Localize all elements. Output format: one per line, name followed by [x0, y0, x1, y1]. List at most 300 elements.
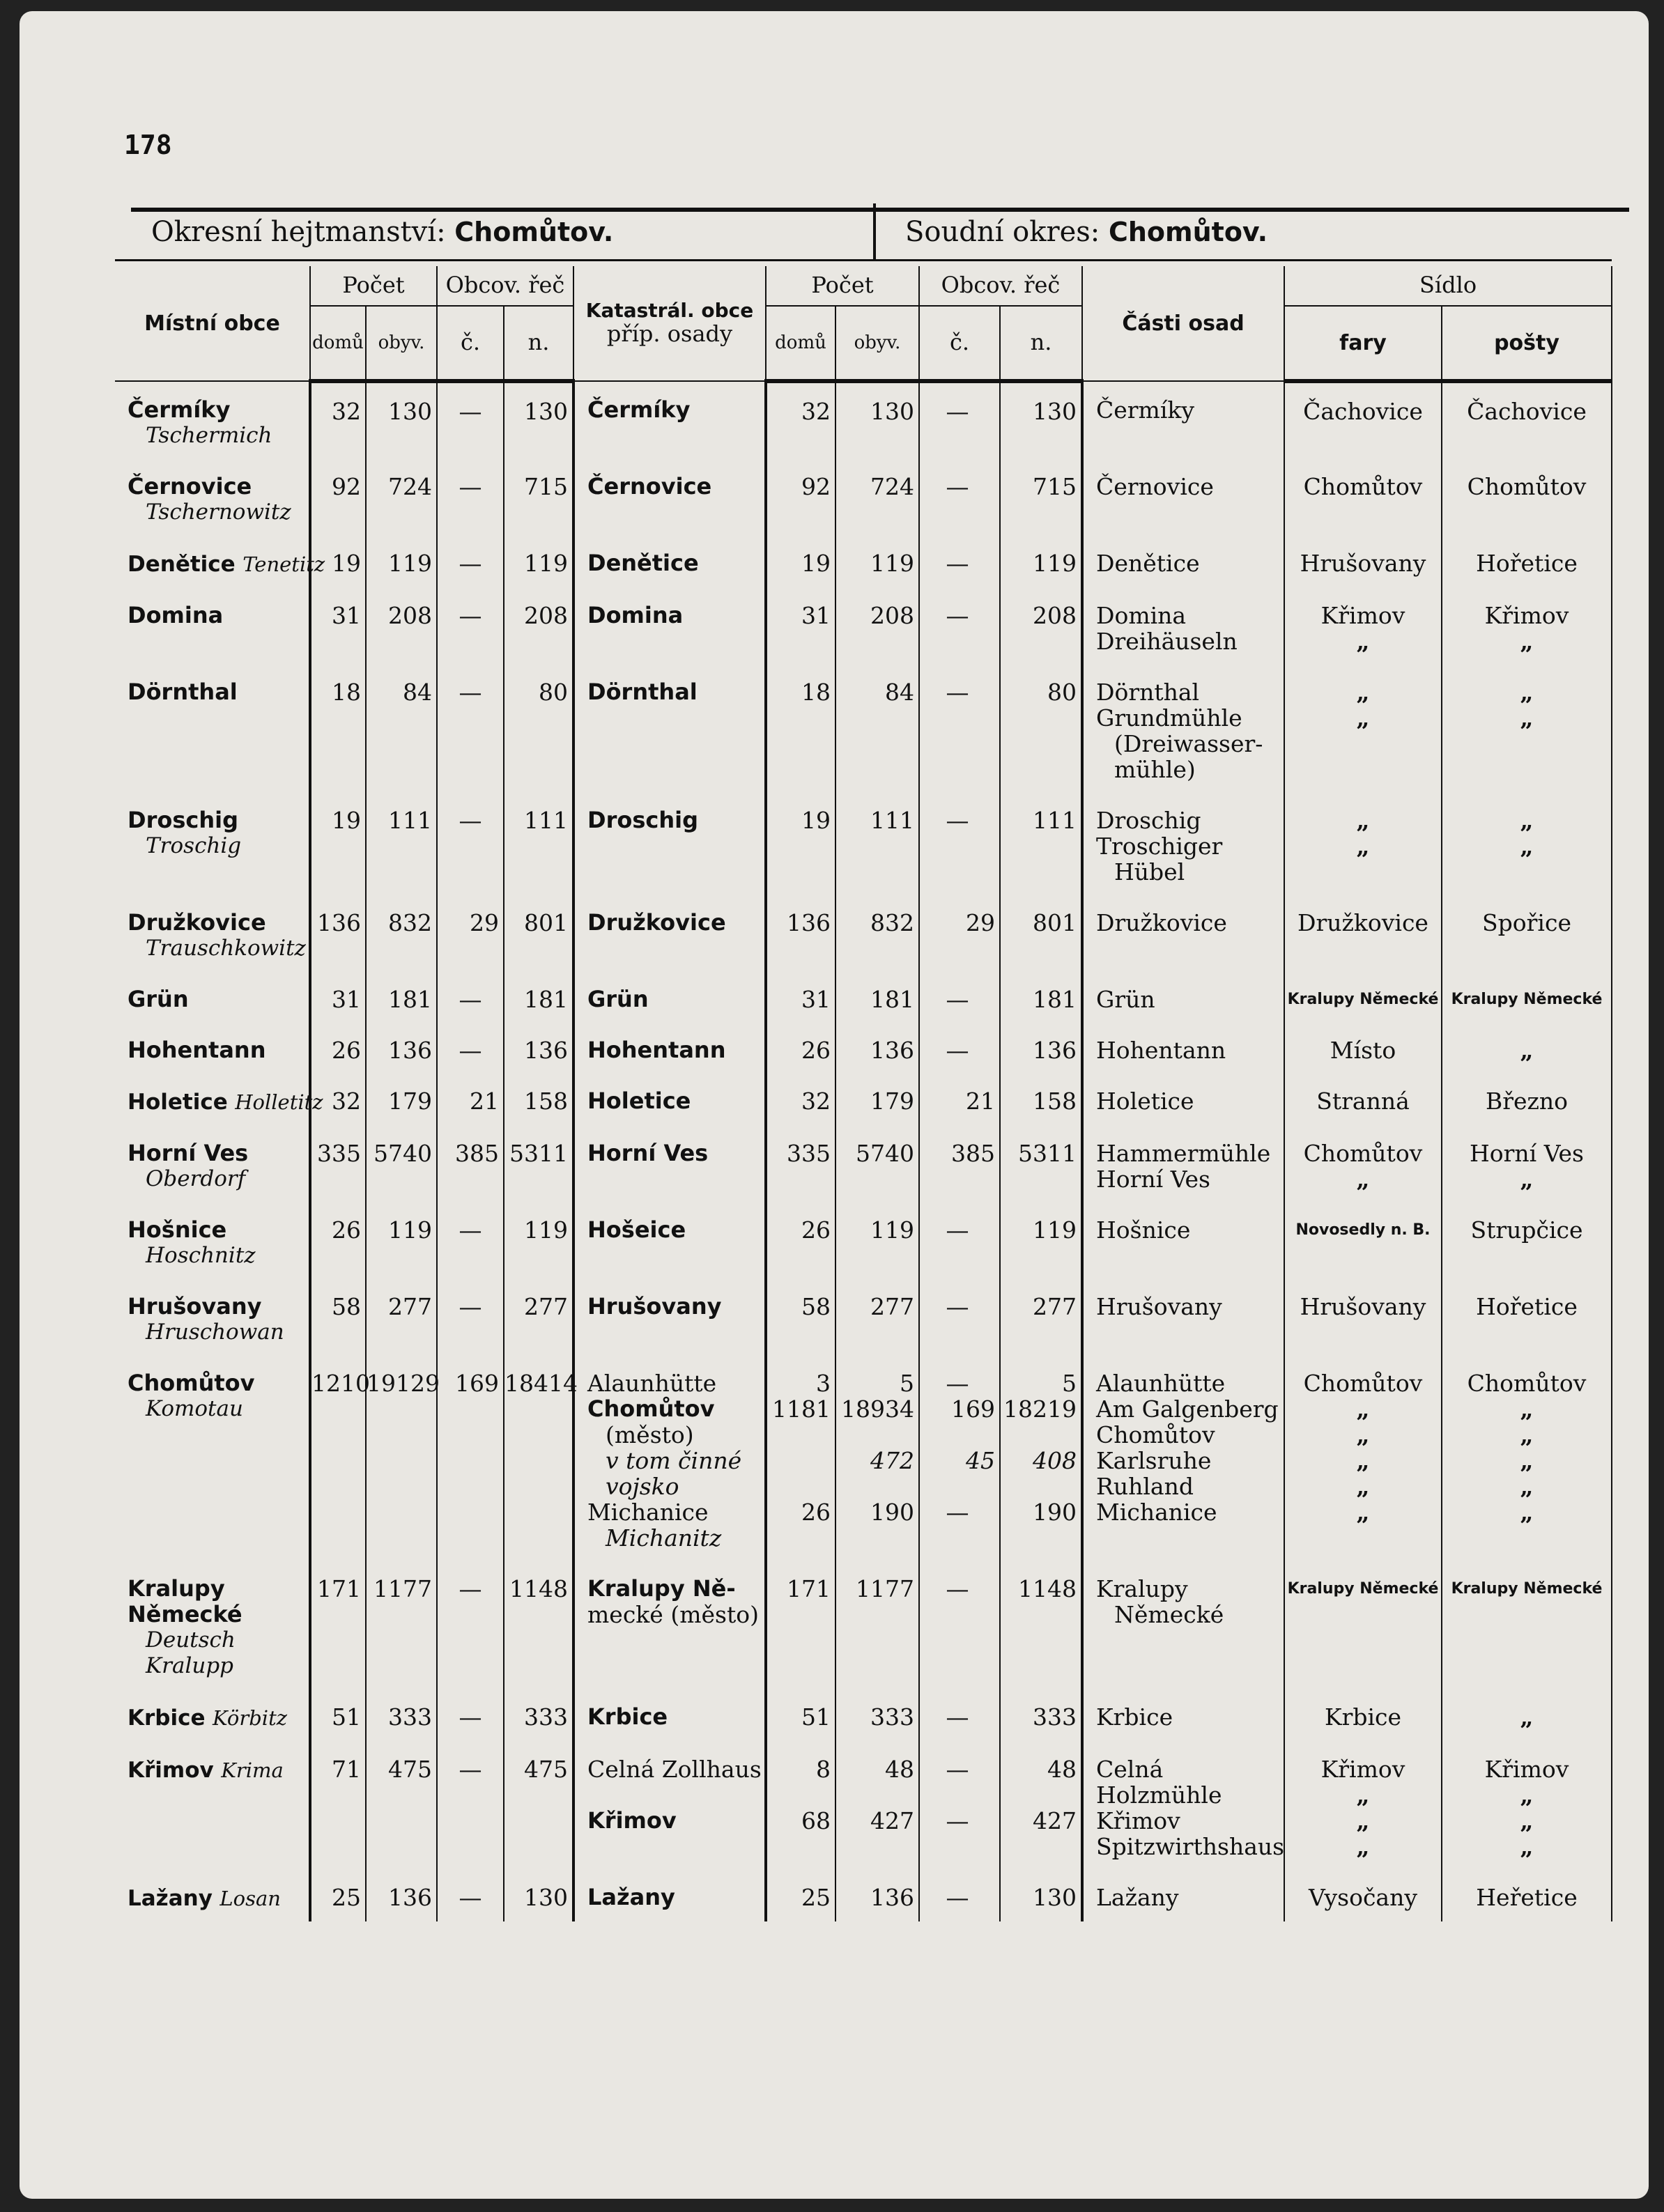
cell-posty-item: „ [1520, 1166, 1534, 1193]
cell-n-2-value: 130 [1033, 398, 1077, 425]
cell-n-2 [1000, 1355, 1082, 1561]
cell-casti [1082, 587, 1284, 664]
table-row [115, 971, 1612, 1022]
cell-c: — [437, 381, 504, 458]
cell-c: — [437, 1202, 504, 1278]
cell-fary-item: „ [1356, 628, 1370, 655]
cell-casti-item: Troschiger [1096, 833, 1223, 860]
cell-n-2 [1000, 1022, 1082, 1073]
cell-c: — [437, 971, 504, 1022]
col-obcov-rec: Obcov. řeč [437, 266, 573, 306]
cell-domu-2-value: 335 [787, 1140, 831, 1167]
cell-fary-item: Hrušovany [1300, 550, 1426, 577]
cell-obec [115, 381, 310, 458]
obec-name: Chomůtov [128, 1370, 255, 1396]
cell-obyv-2 [835, 971, 919, 1022]
cell-n-2 [1000, 1561, 1082, 1689]
obec-name: Droschig [128, 807, 238, 833]
table-row [115, 1202, 1612, 1278]
cell-c: — [437, 1689, 504, 1741]
cell-obyv-2 [835, 1741, 919, 1869]
court-value: Chomůtov. [1108, 217, 1268, 247]
cell-posty-item: Kralupy Německé [1451, 1580, 1603, 1598]
cell-domu-2 [766, 1125, 835, 1202]
cell-posty [1442, 535, 1612, 587]
cell-n-2-value: 277 [1033, 1293, 1077, 1320]
cell-posty-item: „ [1520, 1473, 1534, 1500]
cell-n: 801 [504, 895, 573, 971]
cell-casti-item: Celná [1096, 1756, 1164, 1783]
cell-obyv-2-value: 136 [870, 1884, 914, 1911]
cell-n-2-value: 181 [1033, 986, 1077, 1013]
cell-posty [1442, 664, 1612, 792]
cell-n-2-value: 427 [1033, 1807, 1077, 1834]
cell-obyv-2-value: 136 [870, 1037, 914, 1064]
cell-katastr [573, 792, 766, 895]
cell-domu-2 [766, 535, 835, 587]
cell-domu-2 [766, 1355, 835, 1561]
cell-fary-item: „ [1356, 1421, 1370, 1448]
cell-obyv-2 [835, 1022, 919, 1073]
cell-domu: 32 [310, 381, 366, 458]
cell-casti-item: Německé [1114, 1601, 1224, 1628]
cell-fary-item: Stranná [1316, 1088, 1410, 1115]
cell-domu-2 [766, 1022, 835, 1073]
obec-german-name: Deutsch Kralupp [146, 1627, 236, 1678]
cell-domu: 19 [310, 535, 366, 587]
cell-fary-item: Křimov [1320, 602, 1405, 629]
obec-german-name: Trauschkowitz [146, 936, 306, 961]
cell-casti-item: Hohentann [1096, 1037, 1226, 1064]
cell-domu-2-value: 31 [801, 986, 831, 1013]
cell-casti-item: Spitzwirthshaus [1096, 1833, 1285, 1860]
cell-casti-item: Krbice [1096, 1703, 1173, 1731]
cell-fary-item: „ [1356, 679, 1370, 706]
cell-casti [1082, 1125, 1284, 1202]
cell-katastr [573, 1125, 766, 1202]
cell-n-2-value: 18219 [1003, 1395, 1077, 1423]
cell-c-2-value: — [946, 1499, 969, 1526]
cell-c-2-value: — [946, 1575, 969, 1602]
cell-domu-2 [766, 381, 835, 458]
cell-obyv: 1177 [366, 1561, 437, 1689]
cell-casti-item: Chomůtov [1096, 1421, 1215, 1448]
cell-obyv-2-value: 5740 [856, 1140, 914, 1167]
cell-katastr [573, 1022, 766, 1073]
cell-domu-2-value: 92 [801, 473, 831, 500]
cell-fary [1284, 1202, 1442, 1278]
cell-posty-item: „ [1520, 1781, 1534, 1809]
cell-c-2-value: — [946, 1756, 969, 1783]
cell-posty [1442, 895, 1612, 971]
cell-posty-item: Křimov [1484, 1756, 1569, 1783]
cell-domu: 31 [310, 587, 366, 664]
cell-n-2-value: 130 [1033, 1884, 1077, 1911]
table-row [115, 1022, 1612, 1073]
katastr-line: Grün [587, 986, 649, 1012]
cell-casti-item: Hrušovany [1096, 1293, 1222, 1320]
table-row [115, 1869, 1612, 1921]
cell-casti-item: (Dreiwasser- [1114, 730, 1263, 757]
cell-obec [115, 1278, 310, 1355]
cell-n-2 [1000, 895, 1082, 971]
obec-name: Hrušovany [128, 1293, 262, 1320]
cell-casti-item: Lažany [1096, 1884, 1179, 1911]
cell-n-2-value: 136 [1033, 1037, 1077, 1064]
cell-n-2 [1000, 587, 1082, 664]
col-c: č. [437, 306, 504, 381]
cell-obyv-2-value: 208 [870, 602, 914, 629]
cell-n-2-value: 208 [1033, 602, 1077, 629]
cell-posty-item: „ [1520, 1447, 1534, 1474]
district-value: Chomůtov. [454, 217, 614, 247]
cell-c-2-value: — [946, 1703, 969, 1731]
cell-domu-2-value: 68 [801, 1807, 831, 1834]
cell-c-2 [919, 1869, 1000, 1921]
cell-casti [1082, 1073, 1284, 1125]
col-domu: domů [310, 306, 366, 381]
cell-fary-item: Chomůtov [1303, 473, 1423, 500]
katastr-line: Dörnthal [587, 679, 698, 705]
cell-fary [1284, 1355, 1442, 1561]
cell-obyv-2-value: 472 [870, 1447, 914, 1474]
cell-fary [1284, 1073, 1442, 1125]
cell-fary-item: Křimov [1320, 1756, 1405, 1783]
cell-domu-2-value: 18 [801, 679, 831, 706]
cell-domu: 51 [310, 1689, 366, 1741]
cell-c-2-value [920, 1782, 995, 1808]
cell-fary-item: „ [1356, 807, 1370, 834]
cell-domu: 171 [310, 1561, 366, 1689]
cell-fary-item: Družkovice [1297, 909, 1428, 936]
cell-casti [1082, 1561, 1284, 1689]
cell-katastr [573, 971, 766, 1022]
cell-n-2 [1000, 381, 1082, 458]
cell-obyv-2-value: 119 [870, 550, 914, 577]
cell-domu-2-value: 19 [801, 807, 831, 834]
cell-domu-2-value: 32 [801, 1088, 831, 1115]
cell-katastr [573, 1689, 766, 1741]
cell-n: 119 [504, 1202, 573, 1278]
page-number: 178 [124, 130, 172, 160]
cell-posty [1442, 1278, 1612, 1355]
cell-posty-item: „ [1520, 1703, 1534, 1731]
cell-n: 18414 [504, 1355, 573, 1561]
cell-fary-item: „ [1356, 1473, 1370, 1500]
obec-name: Krbice Körbitz [128, 1706, 288, 1731]
obec-name: Holetice Holletitz [128, 1090, 323, 1115]
cell-c-2-value: — [946, 550, 969, 577]
cell-posty-item: „ [1520, 1421, 1534, 1448]
cell-casti [1082, 971, 1284, 1022]
col-fary: fary [1284, 306, 1442, 381]
cell-obyv-2 [835, 792, 919, 895]
cell-obyv-2-value [836, 1474, 914, 1499]
district-header-left [115, 203, 876, 259]
cell-c: — [437, 1022, 504, 1073]
cell-posty-item: Kralupy Německé [1451, 991, 1603, 1008]
cell-n-2-value [1001, 1474, 1077, 1499]
cell-fary [1284, 895, 1442, 971]
table-row [115, 1689, 1612, 1741]
col-obcov-rec-2: Obcov. řeč [919, 266, 1082, 306]
cell-n: 475 [504, 1741, 573, 1869]
cell-obec [115, 1022, 310, 1073]
cell-n-2-value: 190 [1033, 1499, 1077, 1526]
cell-fary-item: „ [1356, 1499, 1370, 1526]
cell-n-2-value: 5311 [1018, 1140, 1077, 1167]
cell-casti [1082, 1355, 1284, 1561]
cell-posty-item: „ [1520, 704, 1534, 732]
cell-katastr [573, 381, 766, 458]
katastr-line: Michanice [587, 1499, 709, 1526]
cell-posty [1442, 1073, 1612, 1125]
cell-obyv: 136 [366, 1869, 437, 1921]
cell-obec [115, 971, 310, 1022]
table-row [115, 1561, 1612, 1689]
cell-n-2 [1000, 1741, 1082, 1869]
district-label: Okresní hejtmanství: [151, 216, 446, 248]
cell-obyv: 136 [366, 1022, 437, 1073]
cell-casti-item: Čermíky [1096, 396, 1195, 424]
cell-fary-item: „ [1356, 704, 1370, 732]
cell-casti [1082, 1741, 1284, 1869]
district-header [115, 203, 1612, 261]
obec-name: Hošnice [128, 1216, 227, 1243]
cell-casti [1082, 535, 1284, 587]
cell-posty-item: „ [1520, 1833, 1534, 1860]
katastr-line: Krbice [587, 1703, 668, 1730]
cell-domu-2 [766, 587, 835, 664]
cell-obec [115, 535, 325, 587]
cell-fary [1284, 792, 1442, 895]
cell-domu-2-value: 1181 [772, 1395, 831, 1423]
cell-obyv: 84 [366, 664, 437, 792]
col-pocet: Počet [310, 266, 437, 306]
cell-domu-2 [766, 458, 835, 535]
cell-casti-item: Dörnthal [1096, 679, 1200, 706]
cell-n-2-value: 5 [1062, 1370, 1077, 1397]
cell-c-2 [919, 535, 1000, 587]
cell-c-2 [919, 381, 1000, 458]
col-sidlo: Sídlo [1284, 266, 1612, 306]
cell-casti [1082, 1689, 1284, 1741]
obec-name: Horní Ves [128, 1140, 249, 1166]
katastr-line: Horní Ves [587, 1140, 709, 1166]
obec-german-name: Troschig [146, 833, 242, 858]
cell-c-2-value: — [946, 602, 969, 629]
cell-domu-2 [766, 792, 835, 895]
cell-casti-item: Křimov [1096, 1807, 1180, 1834]
cell-n: 181 [504, 971, 573, 1022]
cell-obyv-2 [835, 535, 919, 587]
cell-casti-item: Družkovice [1096, 909, 1227, 936]
municipality-table [115, 266, 1612, 1921]
cell-katastr [573, 895, 766, 971]
cell-c: 29 [437, 895, 504, 971]
katastr-line: Domina [587, 602, 684, 628]
cell-casti-item: Karlsruhe [1096, 1447, 1212, 1474]
cell-c-2 [919, 971, 1000, 1022]
cell-casti-item: Dreihäuseln [1096, 628, 1238, 655]
cell-fary [1284, 458, 1442, 535]
cell-c: — [437, 664, 504, 792]
cell-c: — [437, 1561, 504, 1689]
court-label: Soudní okres: [905, 216, 1100, 248]
cell-c-2-value: — [946, 807, 969, 834]
katastr-line: v tom činné [606, 1447, 742, 1474]
col-mistni-obce: Místní obce [115, 266, 310, 381]
cell-c: — [437, 1278, 504, 1355]
col-katastr [573, 266, 766, 381]
cell-casti-item: Michanice [1096, 1499, 1217, 1526]
cell-domu: 32 [310, 1073, 366, 1125]
katastr-line: Hohentann [587, 1037, 726, 1063]
cell-casti [1082, 895, 1284, 971]
cell-c: 169 [437, 1355, 504, 1561]
cell-c: 385 [437, 1125, 504, 1202]
cell-posty-item: „ [1520, 679, 1534, 706]
cell-c: 21 [437, 1073, 504, 1125]
cell-obyv-2-value: 5 [900, 1370, 914, 1397]
cell-fary [1284, 535, 1442, 587]
cell-posty [1442, 1561, 1612, 1689]
cell-n-2 [1000, 1278, 1082, 1355]
cell-obyv-2 [835, 895, 919, 971]
cell-c-2-value: 29 [966, 909, 995, 936]
cell-c-2-value: — [946, 1293, 969, 1320]
cell-obyv: 119 [366, 535, 437, 587]
obec-name: Černovice [128, 473, 252, 500]
cell-domu: 19 [310, 792, 366, 895]
cell-obyv-2-value: 190 [870, 1499, 914, 1526]
cell-n-2 [1000, 1869, 1082, 1921]
cell-casti-item: Domina [1096, 602, 1187, 629]
cell-c-2 [919, 1355, 1000, 1561]
cell-c-2 [919, 1202, 1000, 1278]
cell-n-2-value: 119 [1033, 550, 1077, 577]
cell-fary [1284, 1689, 1442, 1741]
cell-n-2 [1000, 1073, 1082, 1125]
cell-obyv: 832 [366, 895, 437, 971]
cell-obec [115, 1869, 310, 1921]
cell-obyv: 475 [366, 1741, 437, 1869]
cell-casti-item: Hošnice [1096, 1216, 1191, 1244]
cell-posty-item: Křimov [1484, 602, 1569, 629]
table-row [115, 1073, 1612, 1125]
cell-n: 119 [504, 535, 573, 587]
katastr-line: Holetice [587, 1088, 691, 1114]
cell-c-2-value: — [946, 986, 969, 1013]
cell-n: 111 [504, 792, 573, 895]
cell-obyv: 5740 [366, 1125, 437, 1202]
cell-domu-2-value: 136 [787, 909, 831, 936]
cell-posty-item: Čachovice [1467, 398, 1587, 425]
cell-obyv: 111 [366, 792, 437, 895]
katastr-line: Hrušovany [587, 1293, 722, 1320]
col-c-2: č. [919, 306, 1000, 381]
cell-katastr [573, 587, 766, 664]
table-row [115, 895, 1612, 971]
cell-posty-item: „ [1520, 1395, 1534, 1423]
katastr-line: Kralupy Ně- [587, 1575, 736, 1602]
cell-fary [1284, 1741, 1442, 1869]
obec-german-name: Hruschowan [146, 1320, 284, 1345]
obec-name: Denětice Tenetitz [128, 552, 325, 577]
table-row [115, 1355, 1612, 1561]
cell-casti [1082, 792, 1284, 895]
table-row [115, 587, 1612, 664]
katastr-line: vojsko [606, 1473, 679, 1500]
cell-obyv-2-value: 111 [870, 807, 914, 834]
cell-casti-item: Ruhland [1096, 1473, 1194, 1500]
cell-obyv: 130 [366, 381, 437, 458]
cell-obyv: 208 [366, 587, 437, 664]
cell-fary-item: „ [1356, 833, 1370, 860]
cell-c-2-value: — [946, 1216, 969, 1244]
cell-n-2-value: 158 [1033, 1088, 1077, 1115]
cell-posty [1442, 587, 1612, 664]
cell-n-2 [1000, 1689, 1082, 1741]
cell-fary-item: Místo [1330, 1037, 1396, 1064]
cell-posty [1442, 971, 1612, 1022]
table-row [115, 458, 1612, 535]
cell-fary-item: Čachovice [1303, 398, 1423, 425]
cell-obyv-2 [835, 587, 919, 664]
cell-obyv-2-value [836, 1782, 914, 1808]
cell-domu-2-value [767, 1422, 831, 1448]
cell-fary-item: Krbice [1324, 1703, 1402, 1731]
cell-domu-2-value [767, 1448, 831, 1474]
katastr-line: Chomůtov [587, 1395, 715, 1422]
cell-domu-2-value: 3 [816, 1370, 831, 1397]
cell-fary-item: „ [1356, 1166, 1370, 1193]
cell-domu-2-value: 26 [801, 1216, 831, 1244]
obec-german-name: Komotau [146, 1396, 243, 1421]
cell-domu: 25 [310, 1869, 366, 1921]
katastr-line: Křimov [587, 1807, 677, 1834]
cell-obec [115, 1125, 310, 1202]
cell-domu-2-value: 26 [801, 1037, 831, 1064]
cell-n-2 [1000, 971, 1082, 1022]
col-casti-osad: Části osad [1082, 266, 1284, 381]
cell-n-2-value: 1148 [1018, 1575, 1077, 1602]
cell-n-2-value [1001, 1422, 1077, 1448]
cell-c: — [437, 1741, 504, 1869]
cell-domu-2-value [767, 1782, 831, 1808]
cell-c: — [437, 792, 504, 895]
obec-name: Hohentann [128, 1037, 266, 1063]
cell-katastr [573, 458, 766, 535]
cell-posty [1442, 381, 1612, 458]
cell-domu-2 [766, 664, 835, 792]
cell-obyv: 119 [366, 1202, 437, 1278]
cell-obyv-2-value: 84 [885, 679, 914, 706]
cell-posty [1442, 1741, 1612, 1869]
cell-katastr [573, 1278, 766, 1355]
cell-posty-item: „ [1520, 1037, 1534, 1064]
cell-n-2-value: 408 [1033, 1447, 1077, 1474]
cell-casti-item: Hübel [1114, 858, 1185, 885]
cell-fary [1284, 1278, 1442, 1355]
cell-obyv: 179 [366, 1073, 437, 1125]
col-obyv-2: obyv. [835, 306, 919, 381]
cell-n-2 [1000, 664, 1082, 792]
katastr-line: Denětice [587, 550, 699, 576]
cell-fary [1284, 664, 1442, 792]
cell-obec [115, 664, 310, 792]
cell-obyv-2-value: 333 [870, 1703, 914, 1731]
